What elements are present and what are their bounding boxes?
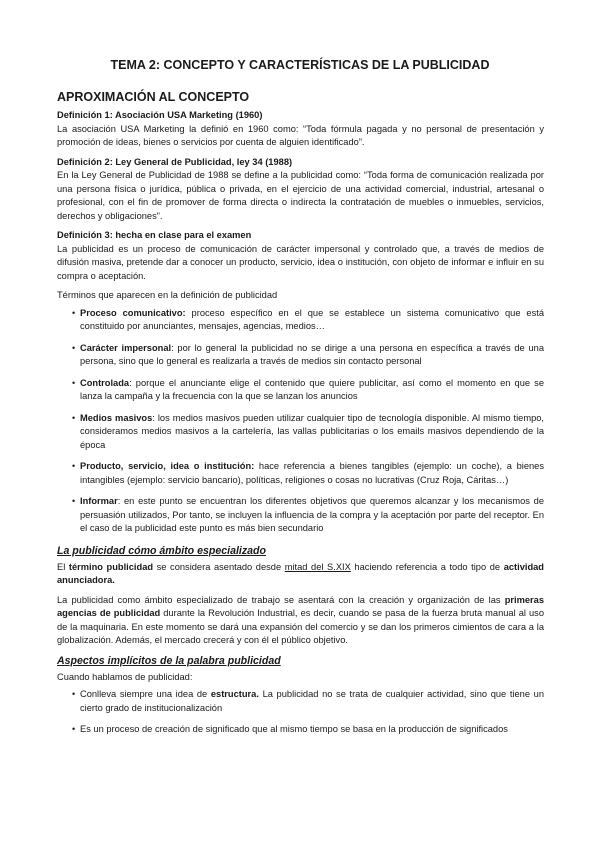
- bullet-icon: •: [72, 724, 76, 734]
- section-heading-aproximacion: APROXIMACIÓN AL CONCEPTO: [57, 90, 250, 104]
- term-text: : porque el anunciante elige el contenido que quiere publicitar, así como el momento en que se lanza la campaña y la frecuencia con la que se lanzan los anuncios: [80, 377, 544, 401]
- paragraph-agencias: [57, 594, 544, 648]
- bullet-icon: •: [72, 496, 76, 506]
- bullet-icon: •: [72, 689, 76, 699]
- definition-3: [57, 229, 544, 283]
- bullet-icon: •: [72, 461, 76, 471]
- list-item: [57, 377, 544, 404]
- term-label: Controlada: [80, 377, 130, 388]
- aspectos-intro: Cuando hablamos de publicidad:: [57, 671, 193, 682]
- list-item: [57, 688, 544, 715]
- list-item: [57, 342, 544, 369]
- list-item: [57, 723, 544, 737]
- text-run: El: [57, 561, 69, 572]
- text-run: haciendo referencia a todo tipo de: [350, 561, 504, 572]
- terms-intro: Términos que aparecen en la definición de publicidad: [57, 290, 278, 300]
- definition-2: [57, 156, 544, 224]
- definition-1: [57, 109, 544, 150]
- bold-run: estructura.: [210, 689, 259, 699]
- definition-3-text: La publicidad es un proceso de comunicación de carácter impersonal y controlado que, a través de medios de difusión masiva, pretende dar a conocer un producto, servicio, idea o institución, con objeto de informar e influir en su compra o aceptación.: [57, 243, 544, 281]
- bullet-icon: •: [72, 342, 76, 353]
- definition-2-text: En la Ley General de Publicidad de 1988 se define a la publicidad como: “Toda forma de comunicación realizada por una persona física o jurídica, pública o privada, en el ejercicio de una actividad comercial, industrial, artesanal o profesional, con el fin de promover de forma directa o indirecta la contratación de muebles o inmuebles, servicios, derechos y obligaciones”.: [57, 170, 544, 221]
- term-text: : en este punto se encuentran los diferentes objetivos que queremos alcanzar y los mecanismos de persuasión utilizados, Por tanto, se incluyen la influencia de la compra y la aceptación por parte del receptor. En el caso de la publicidad este punto es más bien secundario: [80, 496, 544, 533]
- term-label: Carácter impersonal: [80, 342, 172, 353]
- term-label: Informar: [80, 496, 118, 506]
- definition-1-text: La asociación USA Marketing la definió en 1960 como: “Toda fórmula pagada y no personal de presentación y promoción de ideas, bienes o servicios por cuenta de alguien identificado”.: [57, 123, 544, 147]
- terms-list: [57, 307, 544, 536]
- text-run: durante la Revolución Industrial, es decir, cuando se pasa de la fuerza bruta manual al uso de la maquinaria. En este momento se dará una expansión del comercio y se dan los primeros cimientos de cara a la globalización. Además, el mercado crecerá y con él el público objetivo.: [57, 608, 544, 645]
- term-label: Producto, servicio, idea o institución:: [80, 461, 255, 471]
- bold-run: término publicidad: [68, 561, 154, 572]
- term-label: Proceso comunicativo:: [80, 307, 186, 318]
- term-text: : por lo general la publicidad no se dirige a una persona en específica a través de una persona, sino que lo general es realizarla a través de medios sin contacto personal: [80, 342, 544, 366]
- term-label: Medios masivos: [80, 412, 153, 423]
- list-item: [57, 495, 544, 536]
- bullet-icon: •: [72, 412, 76, 423]
- text-run: Conlleva siempre una idea de: [80, 689, 211, 699]
- bullet-icon: •: [72, 377, 76, 388]
- text-run: La publicidad como ámbito especializado de trabajo se asentará con la creación y organización de las: [57, 594, 505, 605]
- text-run: Es un proceso de creación de significado que al mismo tiempo se basa en la producción de significados: [80, 724, 508, 734]
- term-text: : los medios masivos pueden utilizar cualquier tipo de tecnología disponible. Al mismo tiempo, consideramos medios masivos a la cartelería, las vallas publicitarias o los emails masivos dependiendo de la época: [80, 412, 544, 450]
- bold-run: primeras agencias de publicidad: [57, 594, 544, 618]
- text-run: se considera asentado desde: [153, 561, 285, 572]
- definition-2-label: Definición 2: Ley General de Publicidad, ley 34 (1988): [57, 156, 293, 167]
- paragraph-termino-publicidad: [57, 561, 544, 588]
- section-heading-ambito: La publicidad cómo ámbito especializado: [57, 544, 266, 557]
- term-text: hace referencia a bienes tangibles (ejemplo: un coche), a bienes intangibles (ejemplo: servicio bancario), políticas, religiones o cosas no lucrativas (Cruz Roja, Cáritas…): [80, 461, 544, 485]
- bullet-icon: •: [72, 307, 76, 318]
- term-text: proceso específico en el que se establece un sistema comunicativo que está constituido por anunciantes, mensajes, agencias, medios…: [80, 307, 544, 331]
- definition-3-label: Definición 3: hecha en clase para el examen: [57, 230, 252, 240]
- aspectos-list: [57, 688, 544, 737]
- list-item: [57, 412, 544, 453]
- section-heading-aspectos: Aspectos implícitos de la palabra publicidad: [57, 654, 281, 667]
- list-item: [57, 460, 544, 487]
- list-item: [57, 307, 544, 334]
- bold-run: actividad anunciadora.: [57, 561, 544, 585]
- underline-run: mitad del S.XIX: [284, 561, 351, 572]
- page-title: TEMA 2: CONCEPTO Y CARACTERÍSTICAS DE LA PUBLICIDAD: [110, 58, 490, 72]
- text-run: La publicidad no se trata de cualquier actividad, sino que tiene un cierto grado de institucionalización: [80, 689, 544, 713]
- document-body: [57, 90, 544, 745]
- definition-1-label: Definición 1: Asociación USA Marketing (1960): [57, 110, 263, 120]
